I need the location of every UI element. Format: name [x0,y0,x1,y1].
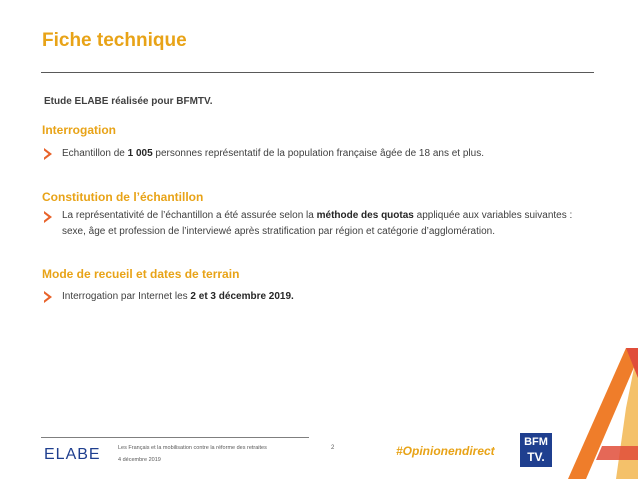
elabe-logo [44,444,102,462]
page-title: Fiche technique [42,30,187,51]
footer-subtitle: Les Français et la mobilisation contre la réforme des retraites [118,445,267,451]
bfmtv-logo [520,433,552,467]
text-part: personnes représentatif de la population française âgée de 18 ans et plus. [152,148,484,159]
text-part: appliquée aux variables suivantes : sexe, âge et profession de l’interviewé après stratification par région et catégorie d’agglomération. [62,210,573,237]
text-part: Interrogation par Internet les [62,291,191,302]
section-text-method [62,289,598,305]
text-bold-part: 1 005 [127,148,153,159]
elabe-logo-text: ELABE [44,446,101,462]
chevron-right-icon [42,291,54,303]
footer-date: 4 décembre 2019 [118,457,161,463]
hashtag: #Opinionendirect [396,444,495,458]
arrow-shape-icon [566,348,638,479]
section-text-interrogation [62,146,598,162]
bfm-logo-line2: TV. [527,450,545,464]
title-divider [41,72,594,73]
section-heading-method: Mode de recueil et dates de terrain [42,267,240,281]
section-heading-sample: Constitution de l’échantillon [42,190,204,204]
page-number: 2 [331,445,335,451]
text-bold-part: méthode des quotas [316,210,414,221]
bfm-logo-line1: BFM [524,436,548,448]
text-part: La représentativité de l’échantillon a été assurée selon la [62,210,317,221]
text-part: Echantillon de [62,148,128,159]
chevron-right-icon [42,211,54,223]
section-text-sample [62,208,598,240]
chevron-right-icon [42,148,54,160]
footer-divider [41,437,309,438]
section-heading-interrogation: Interrogation [42,123,116,137]
study-description: Etude ELABE réalisée pour BFMTV. [44,96,213,107]
text-bold-part: 2 et 3 décembre 2019. [190,291,294,302]
